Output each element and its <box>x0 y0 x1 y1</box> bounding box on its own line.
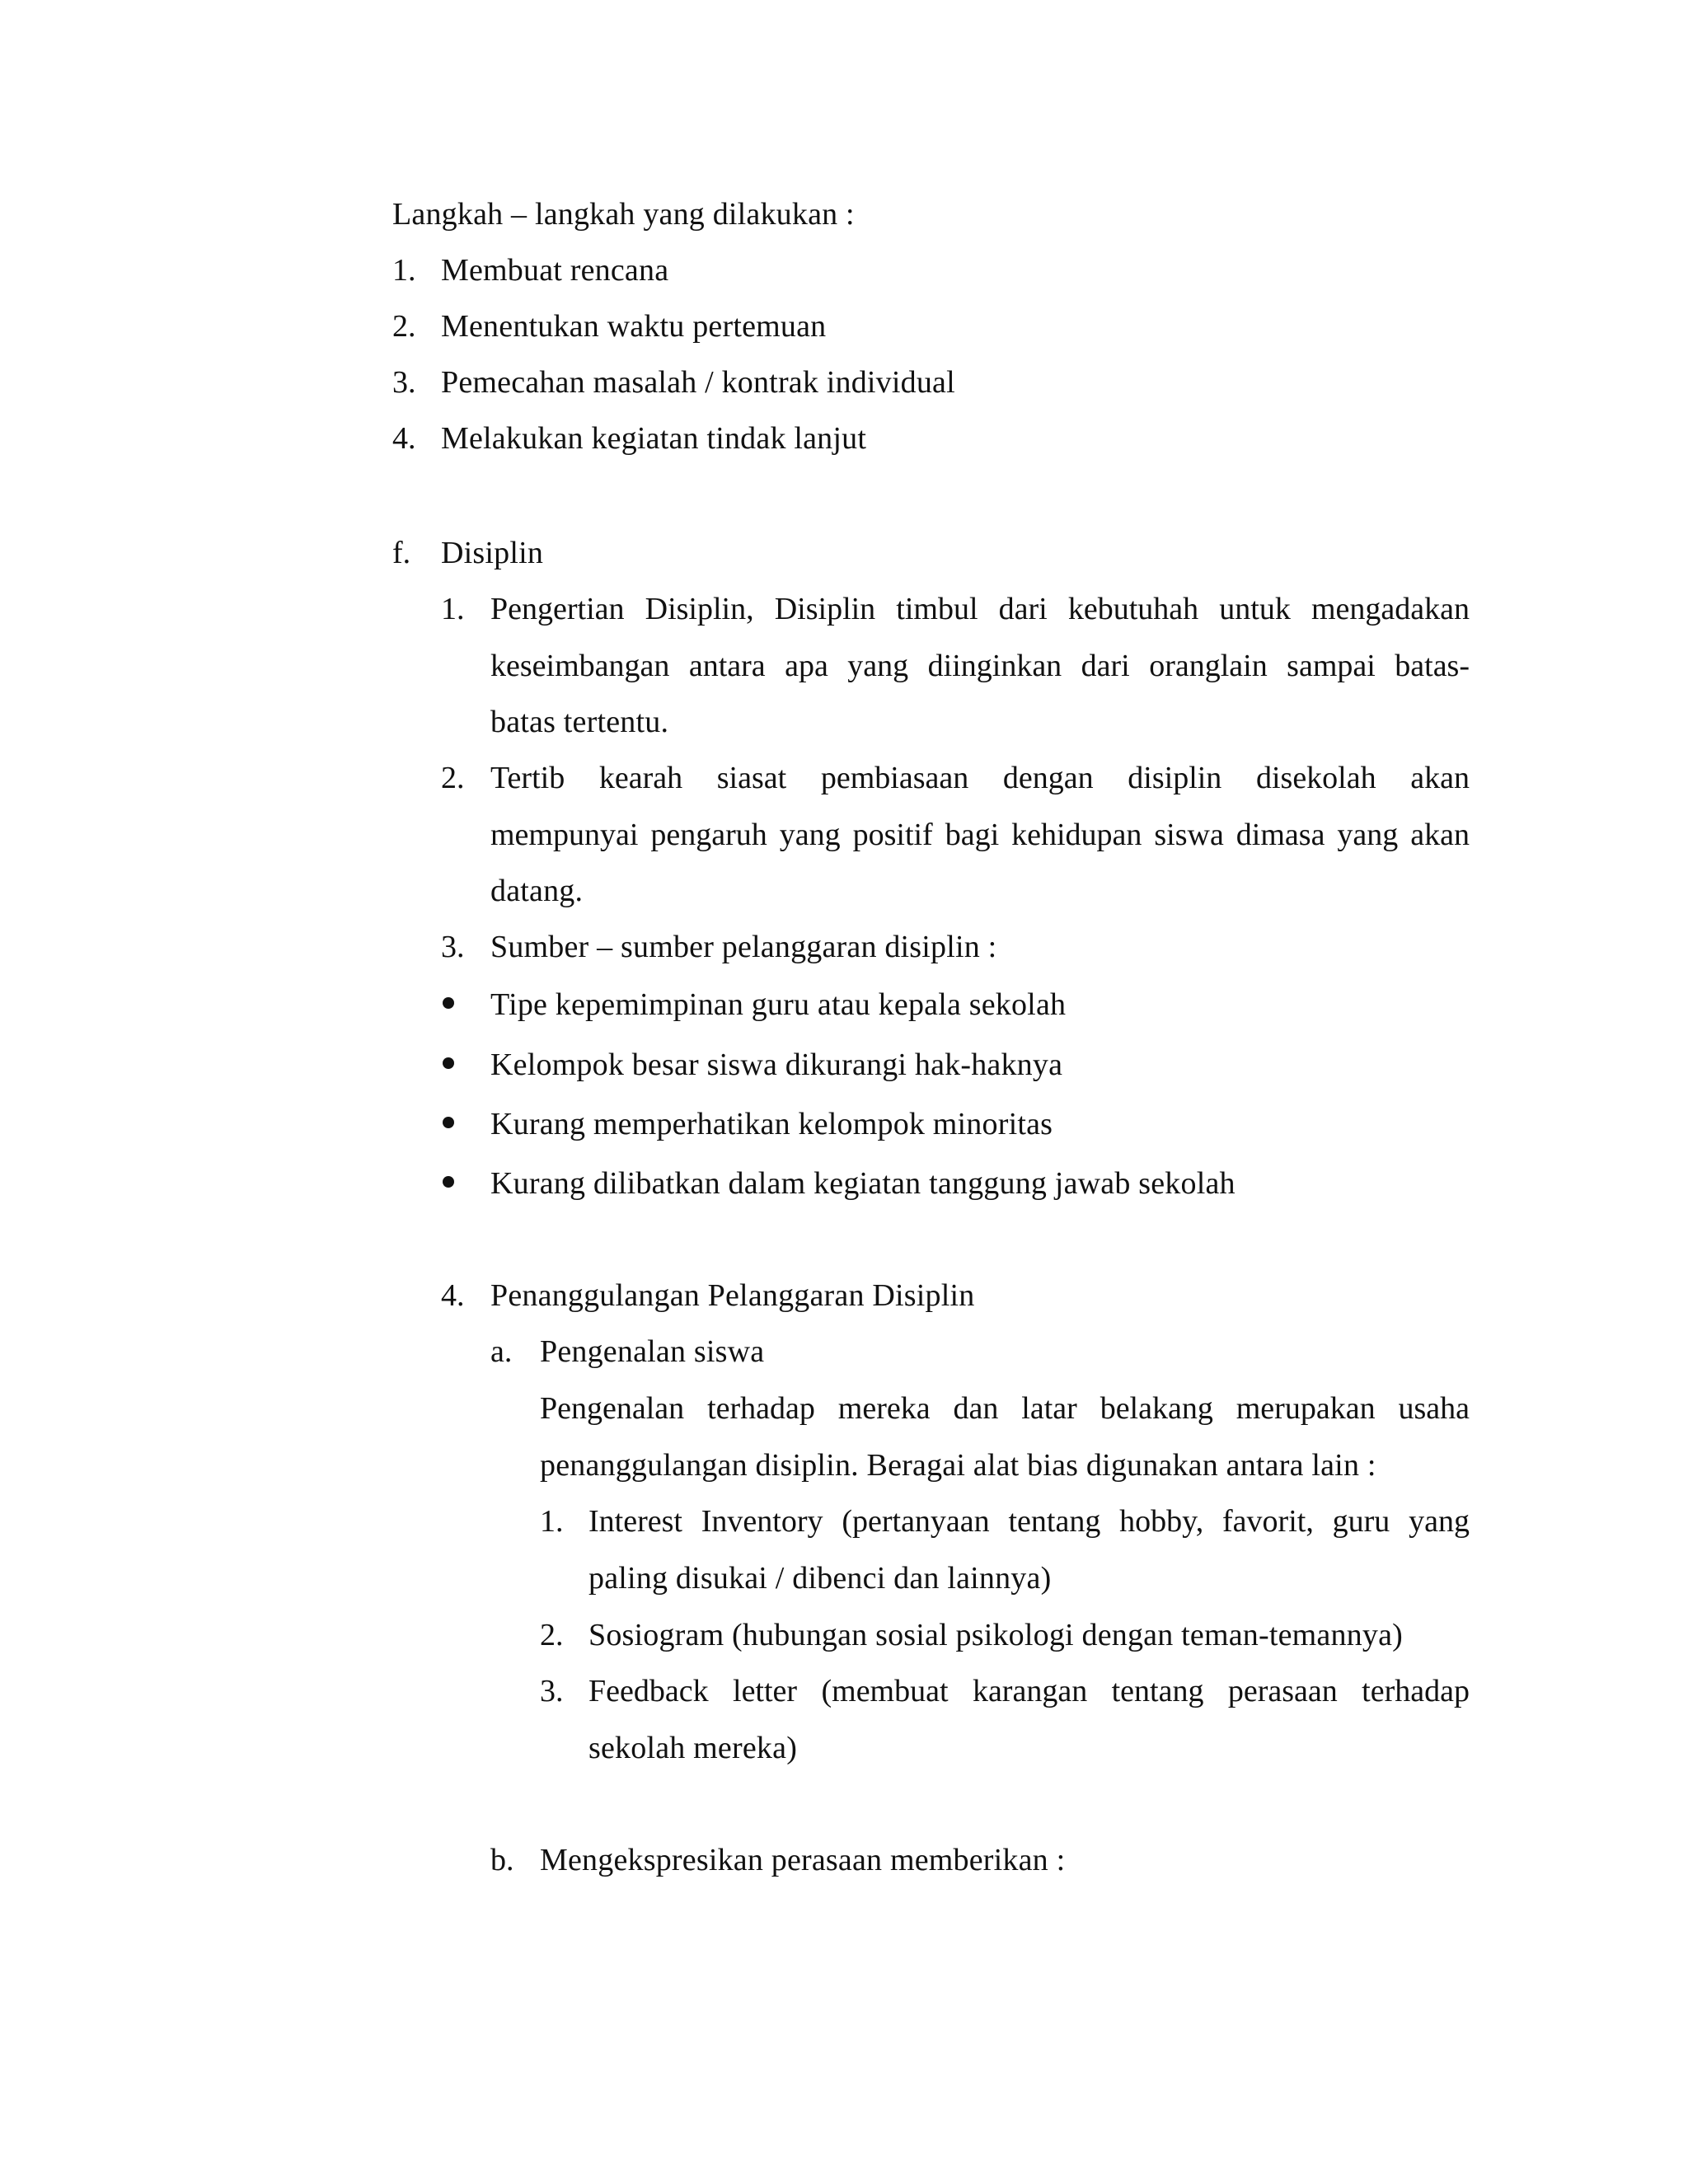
item-text-line: datang. <box>490 874 584 908</box>
item-number: 1. <box>441 592 465 626</box>
bullet-icon <box>443 1117 454 1128</box>
item-text-line: batas tertentu. <box>490 705 669 739</box>
bullet-icon <box>443 1176 454 1188</box>
item-text-line: keseimbangan antara apa yang diinginkan dari oranglain sampai batas- <box>490 649 1470 683</box>
item-number: 2. <box>441 761 465 795</box>
item-number: 4. <box>441 1278 465 1313</box>
paragraph-line: Pengenalan terhadap mereka dan latar belakang merupakan usaha <box>540 1391 1470 1426</box>
tool-number: 1. <box>540 1504 564 1539</box>
bullet-text: Kelompok besar siswa dikurangi hak-haknya <box>490 1047 1063 1082</box>
step-text: Melakukan kegiatan tindak lanjut <box>441 421 867 456</box>
sub-title: Pengenalan siswa <box>540 1334 765 1369</box>
bullet-text: Tipe kepemimpinan guru atau kepala sekolah <box>490 987 1067 1022</box>
step-number: 1. <box>392 253 416 288</box>
item-text-line: Sumber – sumber pelanggaran disiplin : <box>490 930 997 964</box>
section-title: Disiplin <box>441 536 544 570</box>
sub-marker: a. <box>490 1334 513 1369</box>
step-text: Menentukan waktu pertemuan <box>441 309 827 344</box>
bullet-icon <box>443 997 454 1009</box>
step-number: 2. <box>392 309 416 344</box>
item-text-line: Penanggulangan Pelanggaran Disiplin <box>490 1278 975 1313</box>
sub-title: Mengekspresikan perasaan memberikan : <box>540 1843 1066 1877</box>
tool-text-line: Interest Inventory (pertanyaan tentang hobby, favorit, guru yang <box>588 1504 1470 1539</box>
bullet-text: Kurang dilibatkan dalam kegiatan tanggung jawab sekolah <box>490 1166 1236 1201</box>
tool-text-line: Sosiogram (hubungan sosial psikologi dengan teman-temannya) <box>588 1618 1403 1652</box>
bullet-text: Kurang memperhatikan kelompok minoritas <box>490 1107 1053 1141</box>
step-number: 3. <box>392 365 416 400</box>
tool-text-line: Feedback letter (membuat karangan tentang perasaan terhadap <box>588 1674 1470 1708</box>
bullet-icon <box>443 1057 454 1069</box>
item-text-line: mempunyai pengaruh yang positif bagi kehidupan siswa dimasa yang akan <box>490 818 1470 852</box>
step-number: 4. <box>392 421 416 456</box>
tool-number: 3. <box>540 1674 564 1708</box>
tool-text-line: sekolah mereka) <box>588 1731 798 1765</box>
item-number: 3. <box>441 930 465 964</box>
item-text-line: Tertib kearah siasat pembiasaan dengan disiplin disekolah akan <box>490 761 1470 795</box>
section-marker: f. <box>392 536 411 570</box>
tool-number: 2. <box>540 1618 564 1652</box>
sub-marker: b. <box>490 1843 514 1877</box>
tool-text-line: paling disukai / dibenci dan lainnya) <box>588 1561 1052 1596</box>
intro-heading: Langkah – langkah yang dilakukan : <box>392 197 855 232</box>
paragraph-line: penanggulangan disiplin. Beragai alat bias digunakan antara lain : <box>540 1448 1376 1483</box>
item-text-line: Pengertian Disiplin, Disiplin timbul dari kebutuhah untuk mengadakan <box>490 592 1470 626</box>
step-text: Membuat rencana <box>441 253 669 288</box>
step-text: Pemecahan masalah / kontrak individual <box>441 365 955 400</box>
